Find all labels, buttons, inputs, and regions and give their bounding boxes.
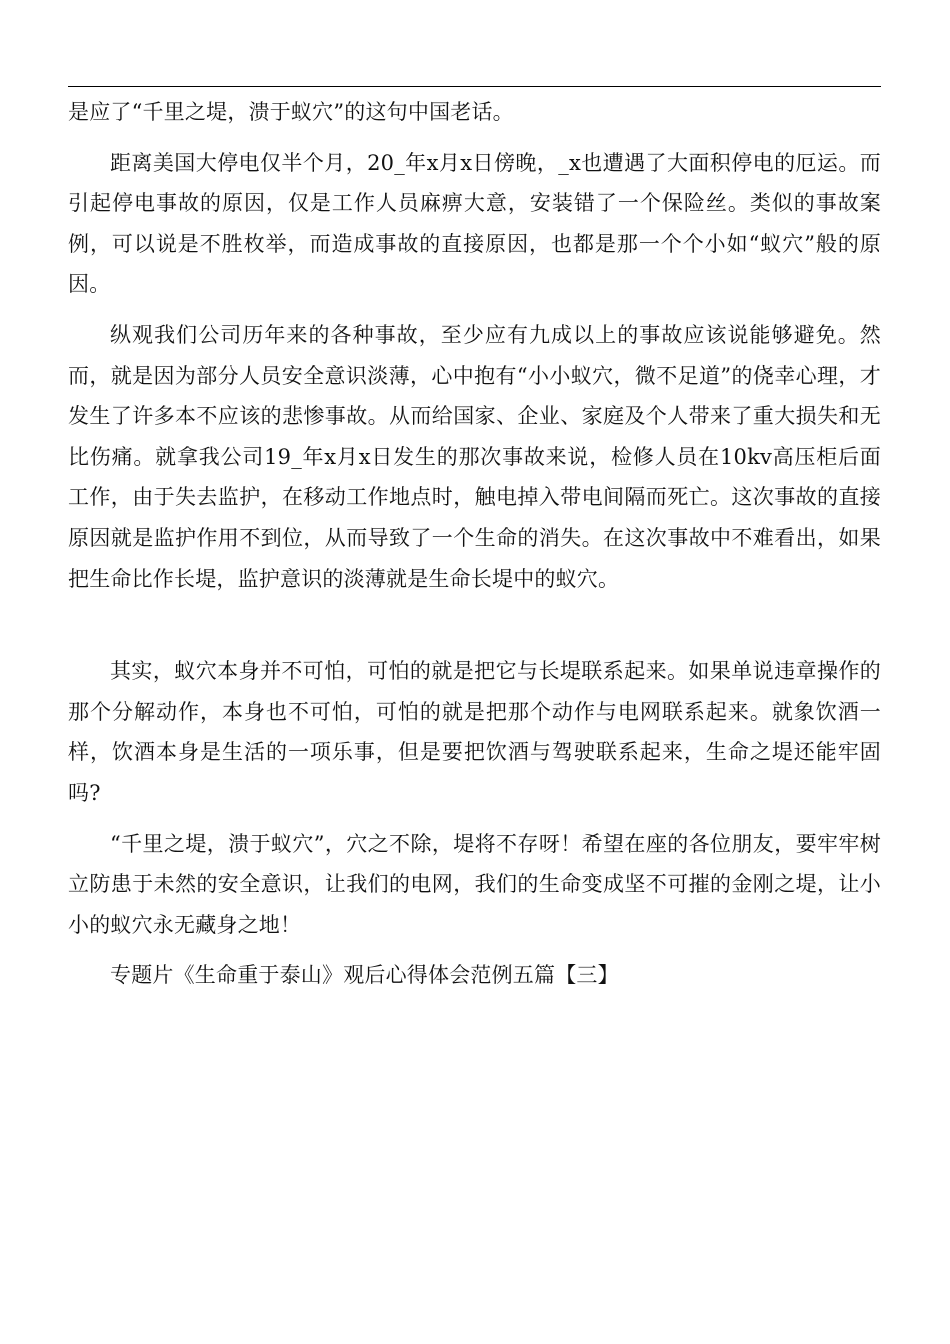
- paragraph-spacer: [68, 599, 881, 651]
- paragraph-spacer: [68, 133, 881, 143]
- paragraph-ant-hole: 其实，蚁穴本身并不可怕，可怕的就是把它与长堤联系起来。如果单说违章操作的那个分解动作，本身也不可怕，可怕的就是把那个动作与电网联系起来。就象饮酒一样，饮酒本身是生活的一项乐事，但是要把饮酒与驾驶联系起来，生命之堤还能牢固吗?: [68, 659, 881, 805]
- section-heading: 专题片《生命重于泰山》观后心得体会范例五篇【三】: [110, 963, 619, 988]
- paragraph-spacer: [68, 814, 881, 824]
- paragraph-continuation: 是应了“千里之堤，溃于蚁穴”的这句中国老话。: [68, 100, 514, 124]
- paragraph-company-accidents: 纵观我们公司历年来的各种事故，至少应有九成以上的事故应该说能够避免。然而，就是因为部分人员安全意识淡薄，心中抱有“小小蚁穴，微不足道”的侥幸心理，才发生了许多本不应该的悲惨事故。从而给国家、企业、家庭及个人带来了重大损失和无比伤痛。就拿我公司19_年x月x日发生的那次事故来说，检修人员在10kv高压柜后面工作，由于失去监护，在移动工作地点时，触电掉入带电间隔而死亡。这次事故的直接原因就是监护作用不到位，从而导致了一个生命的消失。在这次事故中不难看出，如果把生命比作长堤，监护意识的淡薄就是生命长堤中的蚁穴。: [68, 322, 881, 591]
- paragraph-spacer: [68, 945, 881, 955]
- paragraph-spacer: [68, 305, 881, 315]
- paragraph-blackout: 距离美国大停电仅半个月，20_年x月x日傍晚，_x也遭遇了大面积停电的厄运。而引起停电事故的原因，仅是工作人员麻痹大意，安装错了一个保险丝。类似的事故案例，可以说是不胜枚举，而造成事故的直接原因，也都是那一个个小如“蚁穴”般的原因。: [68, 150, 881, 297]
- paragraph-conclusion: “千里之堤，溃于蚁穴”，穴之不除，堤将不存呀！希望在座的各位朋友，要牢牢树立防患于未然的安全意识，让我们的电网，我们的生命变成坚不可摧的金刚之堤，让小小的蚁穴永无藏身之地！: [68, 831, 881, 937]
- header-rule: [68, 86, 881, 87]
- document-body: [68, 92, 881, 996]
